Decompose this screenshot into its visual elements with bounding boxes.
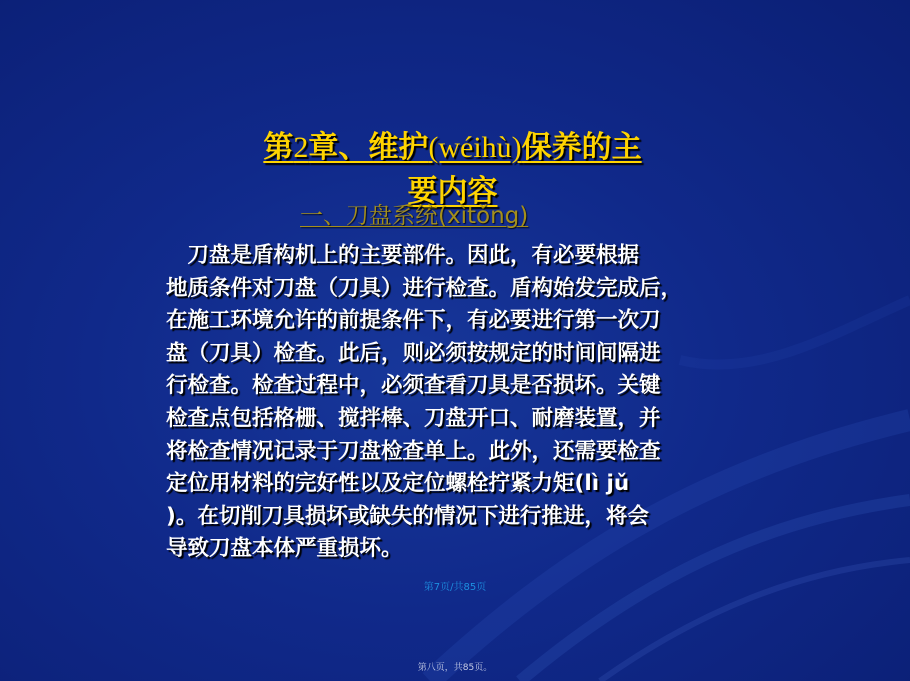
swoosh-curve-3 [600,560,910,681]
body-line: 在施工环境允许的前提条件下，有必要进行第一次刀 [166,308,661,334]
title-pinyin: (wéihù) [428,131,522,164]
title-line-2: 要内容 [407,174,498,209]
page-counter: 第7页/共85页 [423,582,487,593]
title-text-3: 保养的主 [521,130,642,165]
body-line: 检查点包括格栅、搅拌棒、刀盘开口、耐磨装置，并 [166,405,661,431]
title-text-2: 章、维护 [308,130,429,165]
slide-footer: 第八页，共85页。 [417,663,493,673]
body-line: 刀盘是盾构机上的主要部件。因此，有必要根据 [166,243,640,268]
body-paragraph [166,240,806,566]
body-line: 导致刀盘本体严重损坏。 [166,536,403,562]
body-line: 定位用材料的完好性以及定位螺栓拧紧力矩(lì jǔ [166,471,630,497]
body-line: 将检查情况记录于刀盘检查单上。此外，还需要检查 [166,438,661,464]
body-line: 行检查。检查过程中，必须查看刀具是否损坏。关键 [166,373,661,399]
body-line: 盘（刀具）检查。此后，则必须按规定的时间间隔进 [166,340,661,366]
body-line: )。在切削刀具损坏或缺失的情况下进行推进，将会 [166,503,649,529]
body-line: 地质条件对刀盘（刀具）进行检查。盾构始发完成后， [166,275,683,301]
section-subtitle: 一、刀盘系统(xìtǒng) [300,203,529,229]
title-latin-1: 2 [293,131,309,164]
title-text-1: 第 [263,130,294,165]
